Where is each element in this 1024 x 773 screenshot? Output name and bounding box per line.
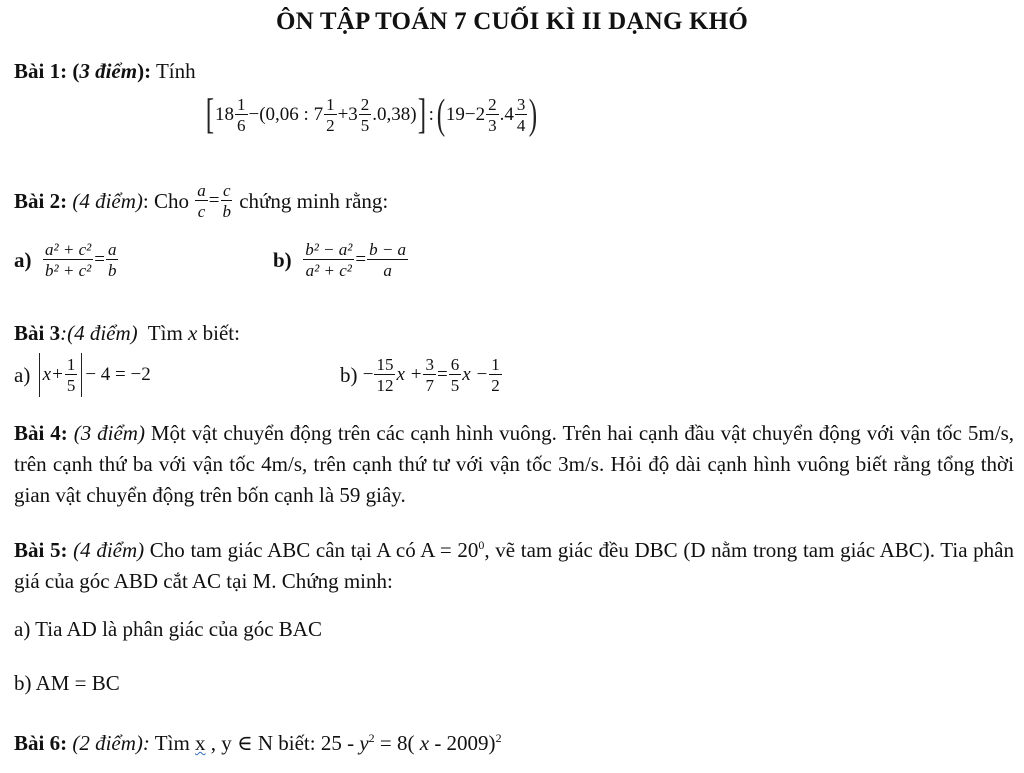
p3a-rest: − 4 = −2 — [85, 364, 151, 385]
frac-num: 1 — [66, 355, 76, 374]
problem-3-label: Bài 3 — [14, 321, 61, 345]
p3b-minus: − — [362, 364, 374, 385]
problem-2a-expr — [42, 241, 119, 279]
open-bracket: [ — [205, 92, 215, 138]
given-frac-right — [220, 182, 233, 220]
frac-den: a — [383, 261, 392, 280]
expr-div: : — [428, 104, 434, 125]
problem-6-t2: , y ∈ N biết: 25 - — [205, 731, 360, 755]
problem-6-x2: x — [419, 731, 430, 755]
problem-1-label: Bài 1: — [14, 59, 68, 83]
frac-num: 3 — [516, 95, 526, 114]
p3b-x2: x − — [462, 364, 489, 385]
problem-3a — [14, 350, 151, 400]
p2a-rhs — [106, 241, 119, 279]
frac-num: b² − a² — [305, 240, 353, 259]
problem-4-text: Một vật chuyển động trên các cạnh hình vuông. Trên hai cạnh đầu vật chuyển động với vận tốc 5m/s, trên cạnh thứ ba với vận tốc 4m/s, trên cạnh thứ tư với vận tốc 3m/s. Hỏi độ dài cạnh hình vuông biết rằng tổng thời gian vật chuyển động trên bốn cạnh là 59 giây. — [14, 421, 1015, 507]
problem-6-x: x — [195, 731, 206, 755]
p3a-x: x+ — [42, 364, 64, 385]
problem-6-t4: - 2009) — [429, 731, 496, 755]
problem-6-sup1: 2 — [368, 731, 375, 745]
frac-den: 12 — [376, 376, 394, 395]
expr-frac-2-5 — [359, 96, 372, 134]
problem-1-points-open: ( — [72, 59, 80, 83]
frac-den: b — [107, 261, 117, 280]
problem-3-var: x — [188, 321, 198, 345]
problem-5a: a) Tia AD là phân giác của góc BAC — [14, 617, 322, 641]
frac-den: 5 — [450, 376, 460, 395]
problem-2-points: (4 điểm) — [72, 188, 143, 213]
expr-tail: .0,38) — [372, 104, 417, 125]
expr-18: 18 — [215, 104, 234, 125]
problem-4-points: (3 điểm) — [73, 421, 145, 445]
problem-5-text-pre: Cho tam giác ABC cân tại A có A = 20 — [144, 538, 479, 562]
problem-1-points-close: ): — [137, 59, 152, 83]
problem-5b: b) AM = BC — [14, 671, 120, 695]
expr-frac-2-3 — [486, 96, 499, 134]
p3b-eq: = — [436, 364, 448, 385]
p3b-frac2 — [423, 356, 436, 394]
problem-2b — [273, 234, 409, 286]
frac-den: 3 — [488, 116, 497, 135]
problem-6-sup2: 2 — [495, 731, 502, 745]
frac-num: 2 — [488, 95, 497, 114]
expr-minus-open: −(0,06 : 7 — [248, 104, 324, 125]
frac-den: 5 — [66, 376, 76, 395]
problem-3-points: :(4 điểm) — [60, 321, 138, 345]
frac-num: a — [197, 181, 206, 200]
problem-2a-label: a) — [14, 247, 32, 272]
problem-4-label: Bài 4: — [14, 421, 68, 445]
problem-6-t3: = 8( — [374, 731, 420, 755]
problem-6-points: (2 điểm): — [72, 731, 150, 755]
frac-den: 7 — [425, 376, 434, 395]
frac-den: 4 — [516, 116, 526, 135]
degree-sup: 0 — [478, 538, 485, 552]
open-paren: ( — [436, 92, 446, 138]
frac-num: a² + c² — [45, 240, 92, 259]
problem-3-text2: biết: — [197, 321, 240, 345]
abs-bar-left — [39, 353, 40, 397]
frac-den: b — [222, 202, 231, 221]
close-paren: ) — [529, 92, 538, 138]
expr-plus3: +3 — [337, 104, 358, 125]
expr-frac-1-2 — [324, 96, 337, 134]
page-title: ÔN TẬP TOÁN 7 CUỐI KÌ II DẠNG KHÓ — [276, 8, 748, 35]
given-eq: = — [208, 190, 220, 211]
p3a-frac — [65, 356, 78, 394]
close-bracket: ] — [417, 92, 426, 138]
problem-6-label: Bài 6: — [14, 731, 68, 755]
problem-6-y: y — [359, 731, 369, 755]
frac-num: 1 — [237, 95, 246, 114]
frac-den: 2 — [491, 376, 500, 395]
problem-6-t1: Tìm — [149, 731, 196, 755]
expr-19: 19−2 — [445, 104, 486, 125]
problem-3-text: Tìm — [142, 321, 183, 345]
problem-6 — [14, 723, 502, 758]
p2b-rhs — [367, 241, 408, 279]
expr-frac-3-4 — [515, 96, 528, 134]
p3b-frac4 — [489, 356, 502, 394]
problem-2b-expr — [302, 241, 409, 279]
problem-3b — [340, 350, 503, 400]
problem-3b-label: b) — [340, 362, 358, 387]
abs-bar-right — [81, 353, 82, 397]
problem-1-points-text: 3 điểm — [79, 59, 138, 83]
frac-num: 6 — [450, 355, 460, 374]
frac-den: 2 — [326, 116, 335, 135]
frac-num: 3 — [425, 355, 434, 374]
problem-3-header — [14, 318, 240, 348]
problem-2-given — [194, 182, 234, 220]
problem-2a — [14, 234, 119, 286]
frac-num: 15 — [376, 355, 394, 374]
problem-4 — [14, 418, 1014, 511]
expr-frac-1-6 — [235, 96, 248, 134]
problem-3a-label: a) — [14, 362, 31, 387]
frac-num: 1 — [491, 355, 500, 374]
frac-den: 6 — [237, 116, 246, 135]
frac-num: c — [222, 181, 231, 200]
problem-5-text-post: , vẽ tam giác đều DBC (D nằm trong tam giác ABC). Tia phân giá của góc ABD cắt AC tại M. Chứng minh: — [14, 538, 1014, 593]
p2a-lhs — [43, 241, 93, 279]
frac-num: a — [107, 240, 117, 259]
problem-1-text: Tính — [151, 59, 196, 83]
frac-den: b² + c² — [45, 261, 92, 280]
problem-3b-expr — [363, 356, 503, 394]
frac-den: 5 — [360, 116, 370, 135]
given-frac-left — [195, 182, 208, 220]
problem-3a-expr — [36, 353, 151, 397]
frac-num: 1 — [326, 95, 335, 114]
frac-den: a² + c² — [305, 261, 352, 280]
problem-1-expression — [205, 88, 538, 142]
p3b-frac1 — [374, 356, 395, 394]
p3b-frac3 — [449, 356, 462, 394]
problem-2-text: : Cho — [142, 188, 189, 213]
frac-den: c — [197, 202, 206, 221]
p2a-eq: = — [94, 249, 105, 270]
problem-5-points: (4 điểm) — [73, 538, 145, 562]
problem-2b-label: b) — [273, 247, 292, 272]
problem-1-header — [14, 56, 196, 86]
problem-5 — [14, 530, 1014, 597]
frac-num: b − a — [369, 240, 407, 259]
p2b-lhs — [303, 241, 354, 279]
problem-2-header — [14, 178, 388, 224]
p2b-eq: = — [355, 249, 367, 270]
frac-num: 2 — [360, 95, 370, 114]
expr-dot4: .4 — [499, 104, 514, 125]
p3b-x1: x + — [396, 364, 423, 385]
problem-2-text2: chứng minh rằng: — [239, 188, 389, 213]
problem-2-label: Bài 2: — [14, 188, 68, 213]
problem-5-label: Bài 5: — [14, 538, 68, 562]
